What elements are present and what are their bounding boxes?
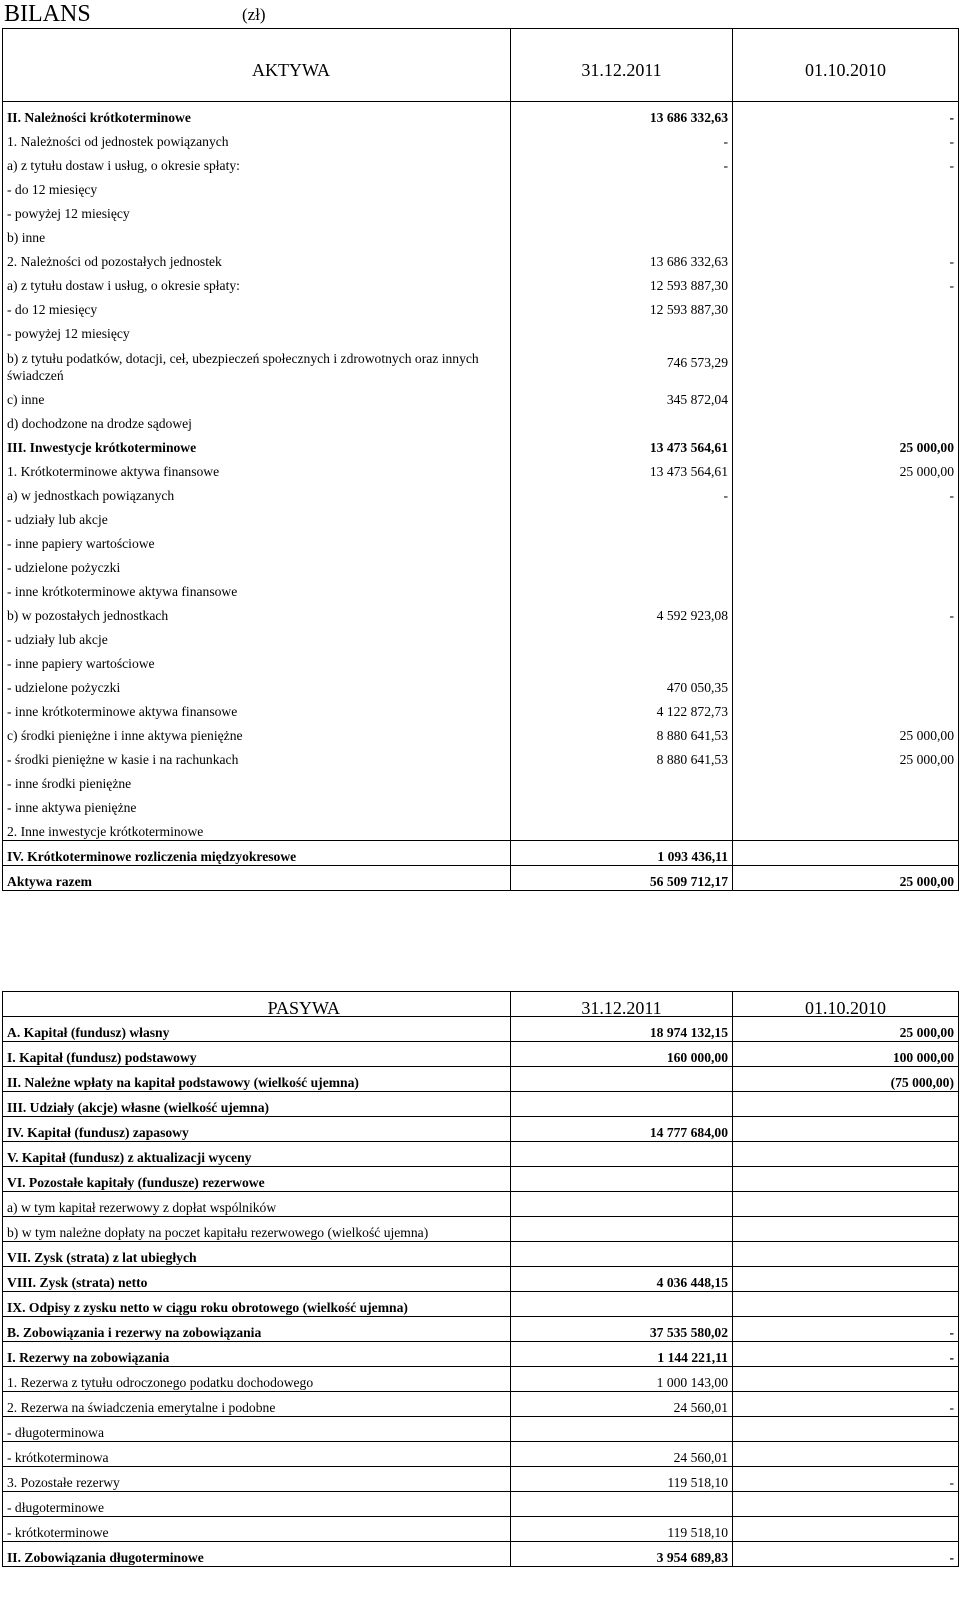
table-row bbox=[3, 432, 959, 456]
table-row bbox=[3, 1017, 959, 1042]
row-value-2010 bbox=[733, 408, 959, 432]
row-label: - inne krótkoterminowe aktywa finansowe bbox=[7, 584, 238, 599]
row-value-2011: 4 592 923,08 bbox=[511, 600, 733, 624]
row-value-2011 bbox=[511, 198, 733, 222]
row-label: IV. Krótkoterminowe rozliczenia międzyokresowe bbox=[3, 841, 511, 866]
row-value-2010 bbox=[733, 1142, 959, 1167]
row-label: - inne papiery wartościowe bbox=[7, 656, 155, 671]
row-value-2010: - bbox=[733, 1317, 959, 1342]
row-label: d) dochodzone na drodze sądowej bbox=[7, 416, 192, 431]
row-label: II. Zobowiązania długoterminowe bbox=[3, 1542, 511, 1567]
row-value-2011 bbox=[511, 768, 733, 792]
row-value-2010 bbox=[733, 294, 959, 318]
row-value-2011: 56 509 712,17 bbox=[511, 866, 733, 891]
row-value-2010 bbox=[733, 1167, 959, 1192]
row-label: VII. Zysk (strata) z lat ubiegłych bbox=[3, 1242, 511, 1267]
table-row bbox=[3, 1267, 959, 1292]
row-value-2010 bbox=[733, 1492, 959, 1517]
table-row bbox=[3, 480, 959, 504]
table-row bbox=[3, 1067, 959, 1092]
row-value-2010 bbox=[733, 696, 959, 720]
row-label: 1. Krótkoterminowe aktywa finansowe bbox=[7, 464, 220, 479]
row-label: - udzielone pożyczki bbox=[7, 680, 121, 695]
row-value-2010 bbox=[733, 1092, 959, 1117]
table-row bbox=[3, 624, 959, 648]
row-label: - udzielone pożyczki bbox=[7, 560, 121, 575]
document-title bbox=[4, 0, 266, 28]
table-row bbox=[3, 552, 959, 576]
row-value-2010 bbox=[733, 816, 959, 841]
row-value-2010 bbox=[733, 792, 959, 816]
table-row bbox=[3, 1042, 959, 1067]
table-row bbox=[3, 841, 959, 866]
row-value-2010 bbox=[733, 174, 959, 198]
row-label: a) w tym kapitał rezerwowy z dopłat wspólników bbox=[3, 1192, 511, 1217]
row-label: c) inne bbox=[7, 392, 45, 407]
row-label: IX. Odpisy z zysku netto w ciągu roku obrotowego (wielkość ujemna) bbox=[3, 1292, 511, 1317]
row-value-2011: - bbox=[511, 480, 733, 504]
row-label: III. Inwestycje krótkoterminowe bbox=[7, 440, 197, 455]
row-value-2010 bbox=[733, 1517, 959, 1542]
table-row bbox=[3, 866, 959, 891]
assets-label: AKTYWA bbox=[3, 29, 511, 102]
row-value-2010: - bbox=[733, 102, 959, 127]
row-value-2011: 1 000 143,00 bbox=[511, 1367, 733, 1392]
liabilities-table bbox=[2, 991, 959, 1567]
row-value-2011: 8 880 641,53 bbox=[511, 744, 733, 768]
table-row bbox=[3, 1492, 959, 1517]
table-row bbox=[3, 1542, 959, 1567]
table-row bbox=[3, 768, 959, 792]
row-value-2010 bbox=[733, 576, 959, 600]
row-value-2011 bbox=[511, 1417, 733, 1442]
row-label: - inne środki pieniężne bbox=[7, 776, 132, 791]
row-value-2011: 12 593 887,30 bbox=[511, 294, 733, 318]
row-value-2010: - bbox=[733, 270, 959, 294]
row-label: - udziały lub akcje bbox=[7, 512, 108, 527]
row-value-2011 bbox=[511, 1242, 733, 1267]
row-value-2011: 13 473 564,61 bbox=[511, 432, 733, 456]
table-row bbox=[3, 1367, 959, 1392]
row-label: VI. Pozostałe kapitały (fundusze) rezerwowe bbox=[3, 1167, 511, 1192]
table-row bbox=[3, 816, 959, 841]
table-row bbox=[3, 792, 959, 816]
table-row bbox=[3, 1117, 959, 1142]
row-value-2011 bbox=[511, 1142, 733, 1167]
row-value-2010 bbox=[733, 1217, 959, 1242]
table-row bbox=[3, 270, 959, 294]
row-label: a) z tytułu dostaw i usług, o okresie spłaty: bbox=[7, 278, 240, 293]
table-row bbox=[3, 528, 959, 552]
row-label: - długoterminowe bbox=[3, 1492, 511, 1517]
row-label: Aktywa razem bbox=[3, 866, 511, 891]
assets-col2-header: 01.10.2010 bbox=[733, 29, 959, 102]
row-label: 3. Pozostałe rezerwy bbox=[3, 1467, 511, 1492]
row-value-2010 bbox=[733, 342, 959, 384]
row-value-2010: 100 000,00 bbox=[733, 1042, 959, 1067]
assets-col1-header: 31.12.2011 bbox=[511, 29, 733, 102]
liabilities-header-row bbox=[3, 992, 959, 1017]
row-value-2011 bbox=[511, 1217, 733, 1242]
row-value-2011 bbox=[511, 648, 733, 672]
row-value-2011: 13 686 332,63 bbox=[511, 246, 733, 270]
row-value-2010: 25 000,00 bbox=[733, 720, 959, 744]
liabilities-label: PASYWA bbox=[3, 992, 511, 1017]
liabilities-table-body bbox=[3, 992, 959, 1567]
table-row bbox=[3, 1417, 959, 1442]
row-value-2010 bbox=[733, 841, 959, 866]
row-value-2010 bbox=[733, 504, 959, 528]
row-label: 1. Należności od jednostek powiązanych bbox=[7, 134, 229, 149]
row-value-2011: 1 093 436,11 bbox=[511, 841, 733, 866]
row-value-2010: - bbox=[733, 1342, 959, 1367]
table-row bbox=[3, 1217, 959, 1242]
row-label: II. Należności krótkoterminowe bbox=[7, 110, 191, 125]
table-row bbox=[3, 150, 959, 174]
row-value-2011: 24 560,01 bbox=[511, 1442, 733, 1467]
row-value-2010: - bbox=[733, 126, 959, 150]
assets-header-row bbox=[3, 29, 959, 102]
row-label: b) z tytułu podatków, dotacji, ceł, ubezpieczeń społecznych i zdrowotnych oraz innych świadczeń bbox=[7, 351, 479, 383]
row-value-2011 bbox=[511, 624, 733, 648]
row-value-2011: - bbox=[511, 126, 733, 150]
table-row bbox=[3, 246, 959, 270]
row-value-2010 bbox=[733, 528, 959, 552]
row-value-2010 bbox=[733, 1192, 959, 1217]
row-value-2010 bbox=[733, 1442, 959, 1467]
row-label: I. Kapitał (fundusz) podstawowy bbox=[3, 1042, 511, 1067]
row-value-2010: - bbox=[733, 246, 959, 270]
table-row bbox=[3, 102, 959, 127]
table-row bbox=[3, 294, 959, 318]
row-value-2011 bbox=[511, 552, 733, 576]
assets-table bbox=[2, 28, 959, 891]
row-value-2010 bbox=[733, 648, 959, 672]
row-value-2010: - bbox=[733, 150, 959, 174]
row-value-2011: 4 122 872,73 bbox=[511, 696, 733, 720]
row-value-2010 bbox=[733, 198, 959, 222]
liabilities-col1-header: 31.12.2011 bbox=[511, 992, 733, 1017]
table-row bbox=[3, 1192, 959, 1217]
row-value-2010 bbox=[733, 1417, 959, 1442]
row-label: a) z tytułu dostaw i usług, o okresie spłaty: bbox=[7, 158, 240, 173]
table-row bbox=[3, 1317, 959, 1342]
row-value-2011 bbox=[511, 1092, 733, 1117]
row-value-2011 bbox=[511, 816, 733, 841]
row-value-2010 bbox=[733, 222, 959, 246]
row-label: - do 12 miesięcy bbox=[7, 302, 98, 317]
row-value-2011: 345 872,04 bbox=[511, 384, 733, 408]
row-value-2010 bbox=[733, 624, 959, 648]
table-row bbox=[3, 576, 959, 600]
row-value-2010 bbox=[733, 1292, 959, 1317]
row-value-2010: (75 000,00) bbox=[733, 1067, 959, 1092]
table-row bbox=[3, 696, 959, 720]
row-value-2011: 470 050,35 bbox=[511, 672, 733, 696]
row-label: 2. Należności od pozostałych jednostek bbox=[7, 254, 222, 269]
row-label: 2. Rezerwa na świadczenia emerytalne i podobne bbox=[3, 1392, 511, 1417]
row-label: a) w jednostkach powiązanych bbox=[7, 488, 175, 503]
row-label: - inne papiery wartościowe bbox=[7, 536, 155, 551]
row-value-2011 bbox=[511, 174, 733, 198]
table-row bbox=[3, 1442, 959, 1467]
row-value-2010 bbox=[733, 1242, 959, 1267]
table-row bbox=[3, 1342, 959, 1367]
liabilities-col2-header: 01.10.2010 bbox=[733, 992, 959, 1017]
row-label: - powyżej 12 miesięcy bbox=[7, 326, 130, 341]
row-label: A. Kapitał (fundusz) własny bbox=[3, 1017, 511, 1042]
row-value-2011 bbox=[511, 318, 733, 342]
row-value-2010: - bbox=[733, 1467, 959, 1492]
row-label: - inne krótkoterminowe aktywa finansowe bbox=[7, 704, 238, 719]
row-value-2010 bbox=[733, 1367, 959, 1392]
row-value-2010: 25 000,00 bbox=[733, 1017, 959, 1042]
row-value-2011: 119 518,10 bbox=[511, 1517, 733, 1542]
row-label: - krótkoterminowe bbox=[3, 1517, 511, 1542]
table-row bbox=[3, 318, 959, 342]
row-value-2010 bbox=[733, 1117, 959, 1142]
table-row bbox=[3, 1467, 959, 1492]
row-value-2010: - bbox=[733, 600, 959, 624]
row-value-2010: - bbox=[733, 1392, 959, 1417]
row-value-2010: 25 000,00 bbox=[733, 456, 959, 480]
row-label: b) inne bbox=[7, 230, 46, 245]
row-label: c) środki pieniężne i inne aktywa pieniężne bbox=[7, 728, 243, 743]
table-row bbox=[3, 1517, 959, 1542]
row-value-2010 bbox=[733, 768, 959, 792]
assets-table-body bbox=[3, 29, 959, 891]
row-label: B. Zobowiązania i rezerwy na zobowiązania bbox=[3, 1317, 511, 1342]
row-value-2011: 746 573,29 bbox=[511, 342, 733, 384]
table-row bbox=[3, 408, 959, 432]
row-value-2010: 25 000,00 bbox=[733, 744, 959, 768]
row-value-2010: 25 000,00 bbox=[733, 866, 959, 891]
table-row bbox=[3, 456, 959, 480]
row-value-2011: 37 535 580,02 bbox=[511, 1317, 733, 1342]
row-label: - powyżej 12 miesięcy bbox=[7, 206, 130, 221]
row-value-2010: 25 000,00 bbox=[733, 432, 959, 456]
row-label: III. Udziały (akcje) własne (wielkość ujemna) bbox=[3, 1092, 511, 1117]
row-value-2011: 24 560,01 bbox=[511, 1392, 733, 1417]
row-value-2010 bbox=[733, 1267, 959, 1292]
row-label: I. Rezerwy na zobowiązania bbox=[3, 1342, 511, 1367]
table-row bbox=[3, 1167, 959, 1192]
table-row bbox=[3, 672, 959, 696]
table-row bbox=[3, 504, 959, 528]
row-label: IV. Kapitał (fundusz) zapasowy bbox=[3, 1117, 511, 1142]
row-label: b) w tym należne dopłaty na poczet kapitału rezerwowego (wielkość ujemna) bbox=[3, 1217, 511, 1242]
row-value-2011 bbox=[511, 792, 733, 816]
row-value-2011 bbox=[511, 504, 733, 528]
row-value-2011: 13 686 332,63 bbox=[511, 102, 733, 127]
row-label: II. Należne wpłaty na kapitał podstawowy (wielkość ujemna) bbox=[3, 1067, 511, 1092]
row-value-2010 bbox=[733, 318, 959, 342]
row-value-2011 bbox=[511, 528, 733, 552]
row-value-2010: - bbox=[733, 1542, 959, 1567]
table-row bbox=[3, 1092, 959, 1117]
row-value-2011 bbox=[511, 1492, 733, 1517]
table-row bbox=[3, 342, 959, 384]
row-label: - środki pieniężne w kasie i na rachunkach bbox=[7, 752, 239, 767]
table-row bbox=[3, 600, 959, 624]
row-value-2011: 119 518,10 bbox=[511, 1467, 733, 1492]
row-value-2011: 14 777 684,00 bbox=[511, 1117, 733, 1142]
table-row bbox=[3, 198, 959, 222]
table-row bbox=[3, 222, 959, 246]
row-value-2011 bbox=[511, 576, 733, 600]
table-row bbox=[3, 1142, 959, 1167]
table-row bbox=[3, 720, 959, 744]
row-value-2010 bbox=[733, 384, 959, 408]
row-value-2011: 8 880 641,53 bbox=[511, 720, 733, 744]
row-value-2011: 3 954 689,83 bbox=[511, 1542, 733, 1567]
row-value-2011 bbox=[511, 408, 733, 432]
row-value-2011 bbox=[511, 1292, 733, 1317]
table-row bbox=[3, 384, 959, 408]
row-value-2010 bbox=[733, 672, 959, 696]
table-row bbox=[3, 1292, 959, 1317]
row-value-2011 bbox=[511, 1167, 733, 1192]
row-label: - do 12 miesięcy bbox=[7, 182, 98, 197]
table-row bbox=[3, 1242, 959, 1267]
row-value-2011 bbox=[511, 1067, 733, 1092]
row-value-2011: 4 036 448,15 bbox=[511, 1267, 733, 1292]
row-label: b) w pozostałych jednostkach bbox=[7, 608, 169, 623]
row-value-2011: 18 974 132,15 bbox=[511, 1017, 733, 1042]
row-label: - udziały lub akcje bbox=[7, 632, 108, 647]
table-row bbox=[3, 744, 959, 768]
row-label: 1. Rezerwa z tytułu odroczonego podatku dochodowego bbox=[3, 1367, 511, 1392]
row-value-2010 bbox=[733, 552, 959, 576]
row-value-2011: - bbox=[511, 150, 733, 174]
row-value-2010: - bbox=[733, 480, 959, 504]
row-value-2011 bbox=[511, 1192, 733, 1217]
row-label: V. Kapitał (fundusz) z aktualizacji wyceny bbox=[3, 1142, 511, 1167]
row-label: VIII. Zysk (strata) netto bbox=[3, 1267, 511, 1292]
table-row bbox=[3, 1392, 959, 1417]
table-row bbox=[3, 126, 959, 150]
row-value-2011: 1 144 221,11 bbox=[511, 1342, 733, 1367]
row-value-2011: 160 000,00 bbox=[511, 1042, 733, 1067]
row-label: - krótkoterminowa bbox=[3, 1442, 511, 1467]
table-row bbox=[3, 648, 959, 672]
currency-unit: (zł) bbox=[242, 5, 266, 24]
table-row bbox=[3, 174, 959, 198]
row-label: - inne aktywa pieniężne bbox=[7, 800, 137, 815]
row-label: - długoterminowa bbox=[3, 1417, 511, 1442]
row-label: 2. Inne inwestycje krótkoterminowe bbox=[7, 824, 204, 839]
row-value-2011 bbox=[511, 222, 733, 246]
row-value-2011: 13 473 564,61 bbox=[511, 456, 733, 480]
row-value-2011: 12 593 887,30 bbox=[511, 270, 733, 294]
balance-title: BILANS bbox=[4, 1, 91, 27]
